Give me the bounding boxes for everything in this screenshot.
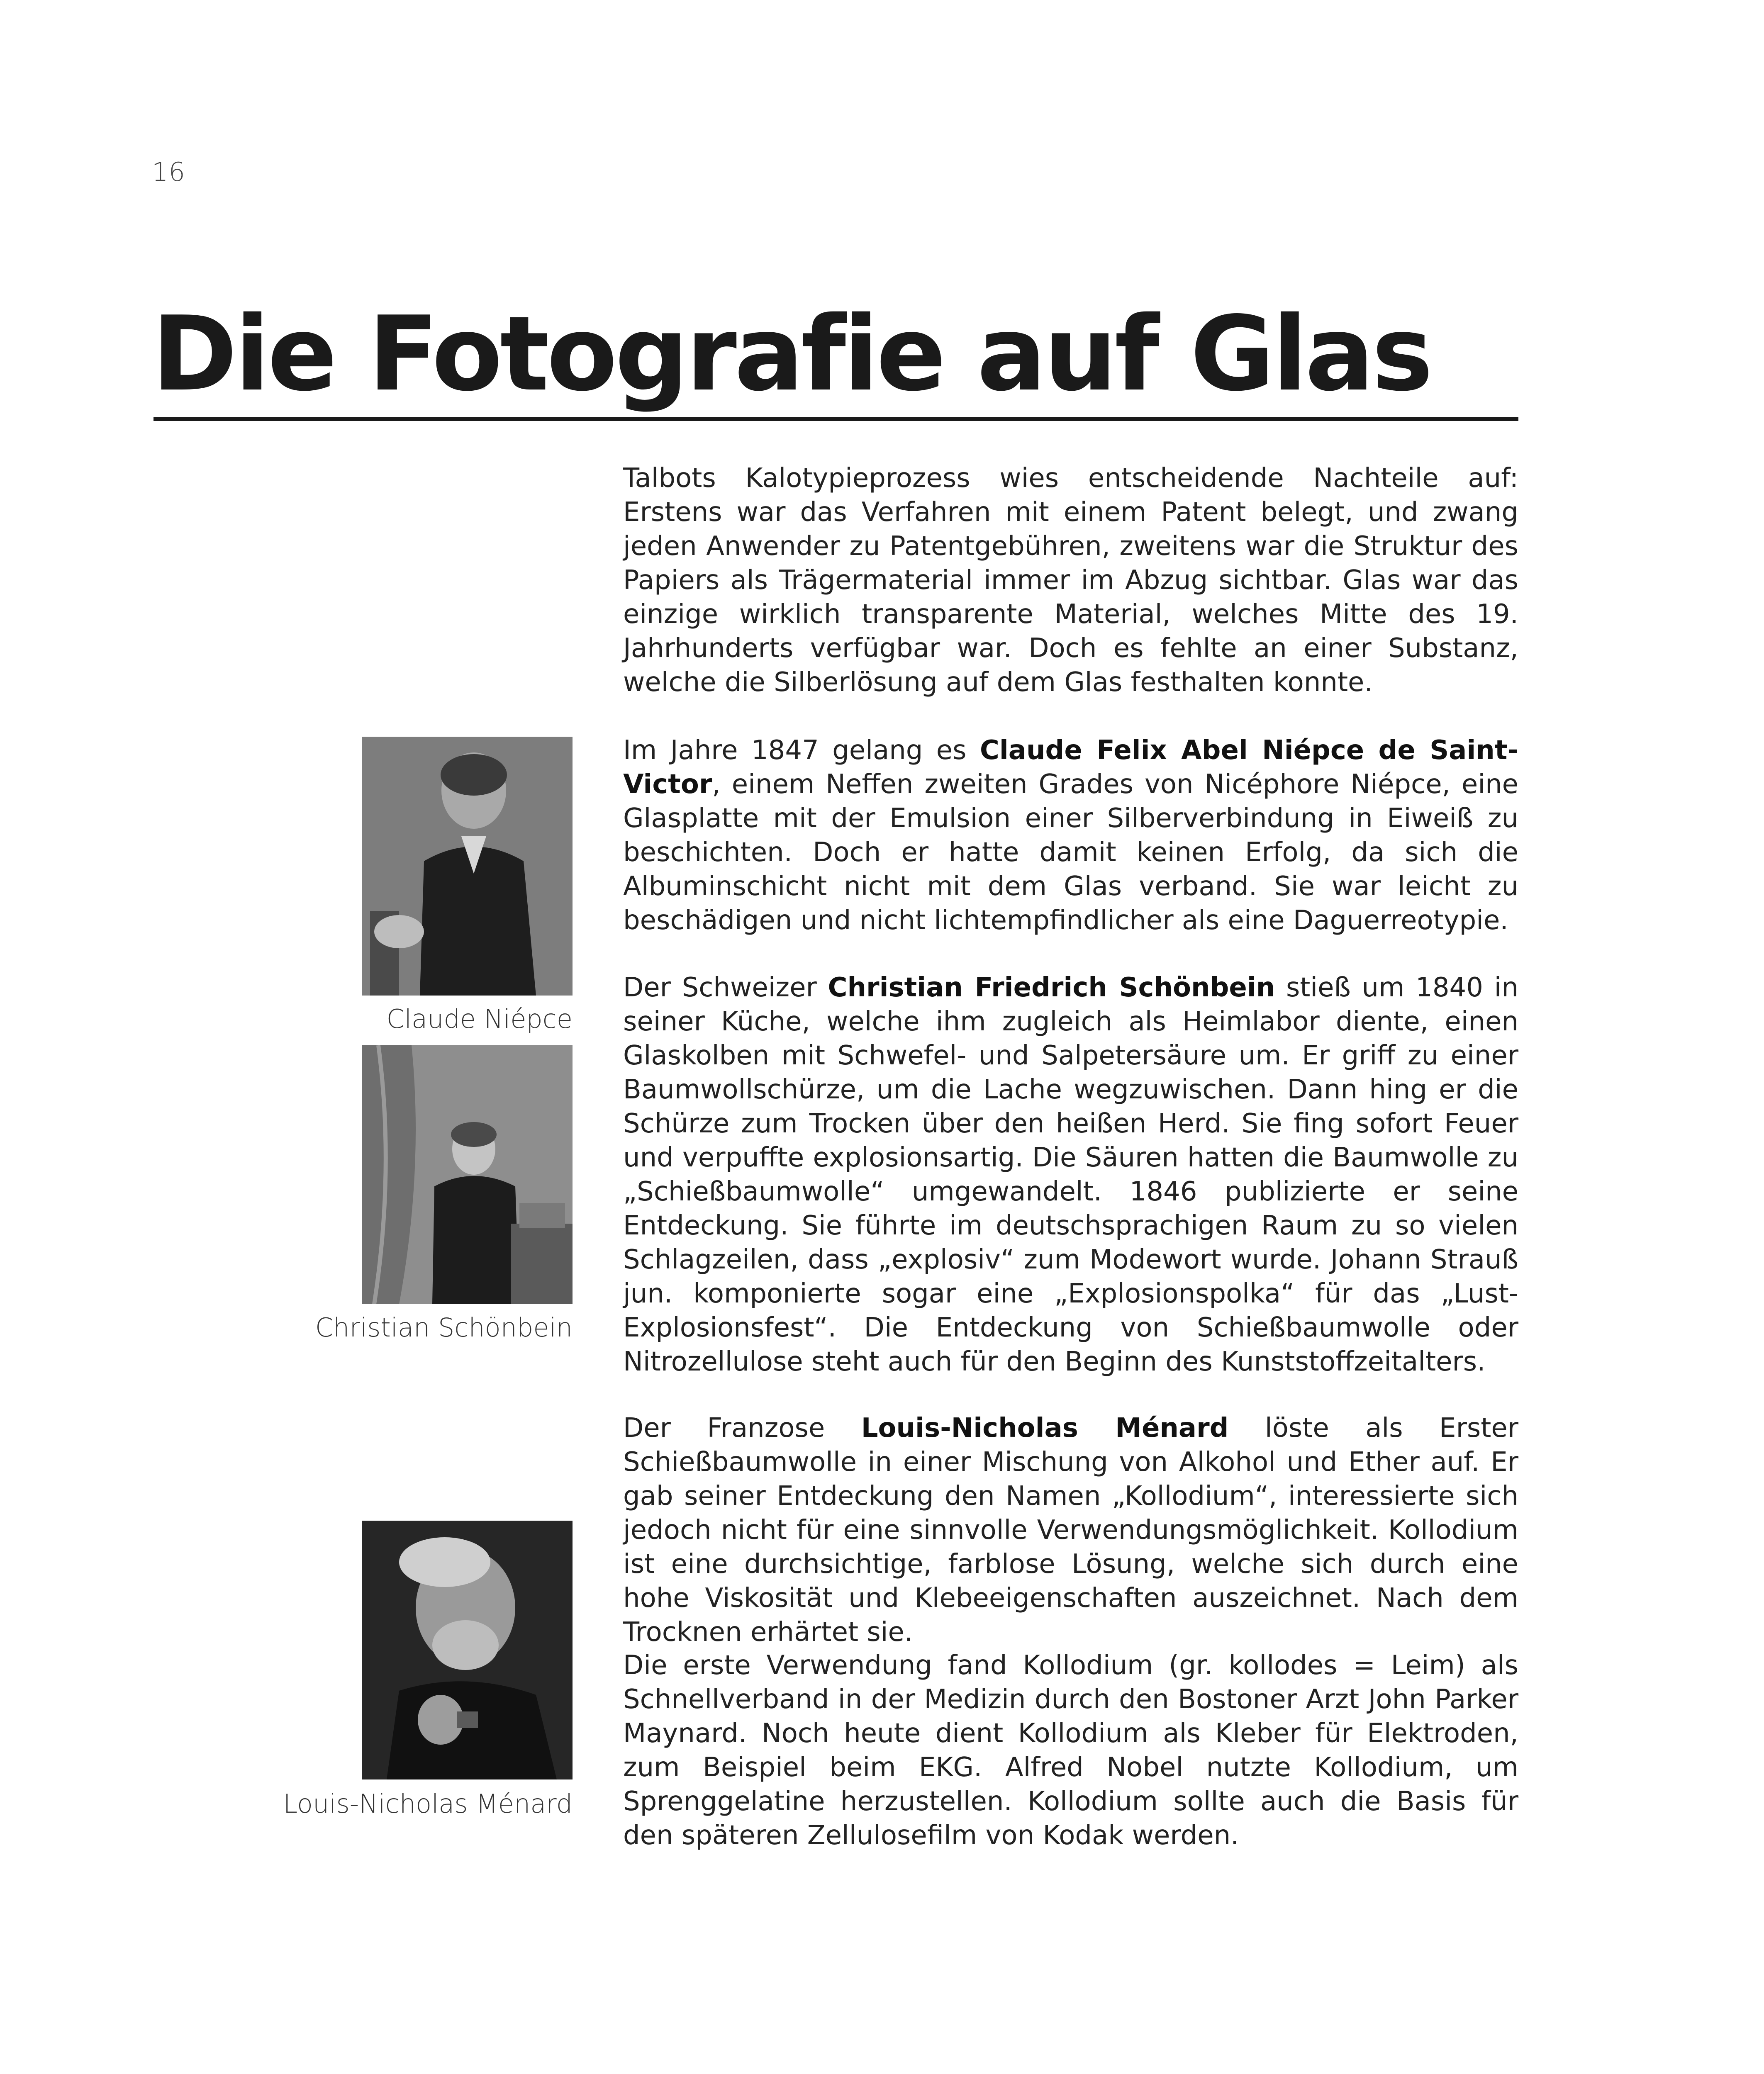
paragraph-niepce-intro: Im Jahre 1847 gelang es bbox=[623, 735, 980, 766]
title-rule bbox=[153, 417, 1518, 421]
name-louis-nicholas-menard: Louis-Nicholas Ménard bbox=[861, 1413, 1229, 1444]
paragraph-niepce bbox=[623, 733, 1518, 937]
paragraph-menard bbox=[623, 1411, 1518, 1649]
page-title: Die Fotografie auf Glas bbox=[152, 295, 1431, 414]
page-number: 16 bbox=[152, 157, 185, 187]
caption-louis-nicholas-menard: Louis-Nicholas Ménard bbox=[283, 1789, 573, 1819]
caption-claude-niepce: Claude Niépce bbox=[386, 1004, 573, 1034]
paragraph-niepce-rest: , einem Neffen zweiten Grades von Nicéphore Niépce, eine Glasplatte mit der Emulsion einer Silberverbindung in Eiweiß zu beschichten. Doch er hatte damit keinen Erfolg, da sich die Albuminschicht nicht mit dem Glas verband. Sie war leicht zu beschädigen und nicht lichtempfindlicher als eine Daguerreotypie. bbox=[623, 769, 1518, 936]
portrait-claude-niepce bbox=[362, 737, 573, 996]
portrait-niepce-image bbox=[362, 737, 573, 996]
paragraph-kollodium: Die erste Verwendung fand Kollodium (gr. kollodes = Leim) als Schnellverband in der Medizin durch den Bostoner Arzt John Parker Maynard. Noch heute dient Kollodium als Kleber für Elektroden, zum Beispiel beim EKG. Alfred Nobel nutzte Kollodium, um Sprenggelatine herzustellen. Kollodium sollte auch die Basis für den späteren Zellulosefilm von Kodak werden. bbox=[623, 1650, 1518, 1851]
name-claude-felix-abel-niepce: Claude Felix Abel Niépce de Saint-Victor bbox=[623, 735, 1518, 800]
paragraph-schoenbein-rest: stieß um 1840 in seiner Küche, welche ihm zugleich als Heimlabor diente, einen Glaskolben mit Schwefel- und Salpetersäure um. Er griff zu einer Baumwollschürze, um die Lache wegzuwischen. Dann hing er die Schürze zum Trocken über den heißen Herd. Sie fing sofort Feuer und verpuffte explosionsartig. Die Säuren hatten die Baumwolle zu „Schießbaumwolle“ umgewandelt. 1846 publizierte er seine Entdeckung. Sie führte im deutschsprachigen Raum zu so vielen Schlagzeilen, dass „explosiv“ zum Modewort wurde. Johann Strauß jun. komponierte sogar eine „Explosionspolka“ für das „Lust-Explosionsfest“. Die Entdeckung von Schießbaumwolle oder Nitrozellulose steht auch für den Beginn des Kunststoffzeitalters. bbox=[623, 972, 1518, 1377]
name-christian-friedrich-schoenbein: Christian Friedrich Schönbein bbox=[828, 972, 1275, 1003]
portrait-menard-image bbox=[362, 1521, 573, 1779]
paragraph-schoenbein-intro: Der Schweizer bbox=[623, 972, 828, 1003]
paragraph-kalotypie: Talbots Kalotypieprozess wies entscheidende Nachteile auf: Erstens war das Verfahren mit einem Patent belegt, und zwang jeden Anwender zu Patentgebühren, zweitens war die Struktur des Papiers als Trägermaterial immer im Abzug sichtbar. Glas war das einzige wirklich transparente Material, welches Mitte des 19. Jahrhunderts verfügbar war. Doch es fehlte an einer Substanz, welche die Silberlösung auf dem Glas festhalten konnte. bbox=[623, 463, 1518, 698]
portrait-christian-schoenbein bbox=[362, 1045, 573, 1304]
portrait-louis-nicholas-menard bbox=[362, 1521, 573, 1779]
paragraph-schoenbein bbox=[623, 971, 1518, 1379]
paragraph-menard-intro: Der Franzose bbox=[623, 1413, 861, 1444]
paragraph-menard-rest: löste als Erster Schießbaumwolle in einer Mischung von Alkohol und Ether auf. Er gab seiner Entdeckung den Namen „Kollodium“, interessierte sich jedoch nicht für eine sinnvolle Verwendungsmöglichkeit. Kollodium ist eine durchsichtige, farblose Lösung, welche sich durch eine hohe Viskosität und Klebeeigenschaften auszeichnet. Nach dem Trocknen erhärtet sie. bbox=[623, 1413, 1518, 1648]
portrait-schoenbein-image bbox=[362, 1045, 573, 1304]
caption-christian-schoenbein: Christian Schönbein bbox=[315, 1312, 573, 1343]
